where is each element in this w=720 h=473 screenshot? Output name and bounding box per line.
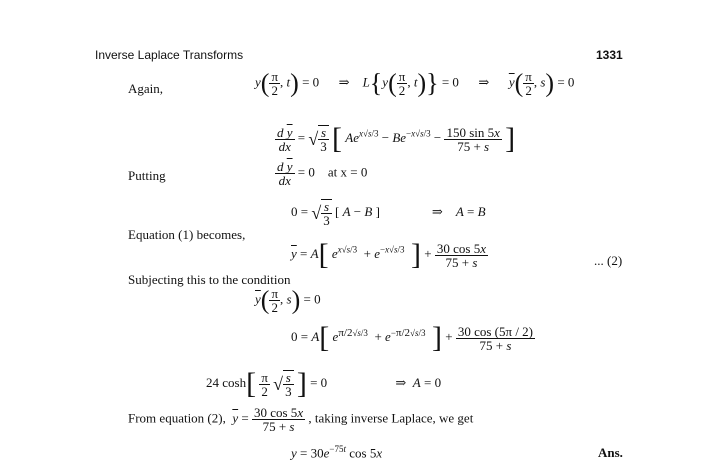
- equation-final-answer: $y = 30e^{-75t}$ cos 5x: [291, 444, 383, 461]
- label-ans: Ans.: [598, 445, 623, 460]
- label-taking-inverse: , taking inverse Laplace, we get: [308, 410, 474, 426]
- at-x-zero: at x = 0: [327, 164, 368, 180]
- equation-putting: $\frac{d \overline{y}}{dx}$ = 0 at x = 0: [277, 159, 368, 188]
- equation-substituted: 0 = A[ $e^{\pi/2√s/3} + e^{-\pi/2√s/3}$ ] + $\frac{30 \cos (5\pi / 2)}{75 + s}$: [291, 321, 534, 354]
- equation-derivative: $\frac{d \overline{y}}{dx}$ = √ $\frac{s}{3}$ [ $Ae^{x√s/3} - Be^{-x√s/3}$ − $\frac{150 \sin 5x}{75 + s}$ ]: [277, 122, 516, 155]
- equation-a-equals-b: 0 = √ $\frac{s}{3}$ [ A − B ] ⇒ A = B: [291, 199, 486, 228]
- equation-condition-s: $\overline{y}$( $\frac{\pi}{2}$ , s) = 0: [255, 285, 321, 315]
- label-eq1-becomes: Equation (1) becomes,: [128, 227, 246, 242]
- equation-from-2: From equation (2), $\overline{y}$ = $\frac{30 \cos 5x}{75 + s}$ , taking inverse Laplace, we get: [128, 405, 474, 434]
- equation-2: $\overline{y} = A$[ $e^{x√s/3} + e^{-x√s/3}$ ] + $\frac{30 \cos 5x}{75 + s}$: [291, 238, 486, 271]
- equation-tag-2: ... (2): [594, 253, 623, 268]
- equation-condition-time: y( $\frac{\pi}{2}$ , t) = 0 ⇒ L{y( $\frac{\pi}{2}$ , t)} = 0 ⇒ $\overline{y}$( $\frac{\pi}{2}$ , s) = 0: [255, 68, 575, 98]
- label-again: Again,: [128, 81, 164, 96]
- label-putting: Putting: [128, 168, 166, 183]
- page-number: 1331: [596, 48, 623, 62]
- label-from-eq2: From equation (2),: [128, 410, 226, 426]
- equation-cosh: 24 cosh[ $\frac{\pi}{2}$ √ $\frac{s}{3}$ ] = 0 ⇒ A = 0: [206, 367, 442, 400]
- running-header-title: Inverse Laplace Transforms: [95, 48, 244, 62]
- label-subjecting: Subjecting this to the condition: [128, 272, 291, 287]
